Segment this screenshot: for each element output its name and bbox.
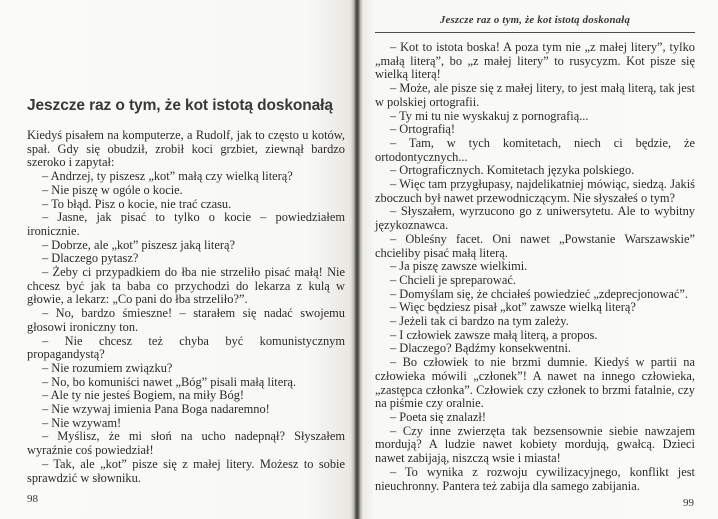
dialogue-paragraph: – Ortografią! <box>390 122 456 137</box>
running-header: Jeszcze raz o tym, że kot istotą doskonałą <box>439 14 631 26</box>
dialogue-paragraph: – Nie wzywam! <box>42 415 122 430</box>
dialogue-paragraph: – To błąd. Pisz o kocie, nie trać czasu. <box>42 196 232 211</box>
dialogue-paragraph: – Chcieli je spreparować. <box>390 272 516 287</box>
dialogue-paragraph: – No, bardzo śmieszne! – starałem się nadać swojemu głosowi ironiczny ton. <box>27 306 345 334</box>
dialogue-paragraph: – I człowiek zawsze małą literą, a propos. <box>390 327 598 342</box>
right-page-number: 99 <box>683 497 694 509</box>
dialogue-paragraph: – Ale ty nie jesteś Bogiem, na miły Bóg! <box>42 388 245 403</box>
dialogue-paragraph: – Ty mi tu nie wyskakuj z pornografią... <box>390 108 589 123</box>
right-page-text <box>375 41 695 493</box>
dialogue-paragraph: – Kot to istota boska! A poza tym nie „z małej litery”, tylko „małą literą”, bo „z małej litery” to rusycyzm. Kot pisze się wielką literą! <box>375 40 695 82</box>
dialogue-paragraph: – Czy inne zwierzęta tak bezsensownie siebie nawzajem mordują? A ludzie nawet kobiety mordują, gwałcą. Dzieci nawet zabijają, niszczą wsie i miasta! <box>375 423 695 466</box>
dialogue-paragraph: – Tak, ale „kot” pisze się z małej litery. Możesz to sobie sprawdzić w słowniku. <box>27 456 345 485</box>
book-gutter-shadow <box>349 0 364 519</box>
left-page-text <box>27 129 345 485</box>
dialogue-paragraph: – Nie piszę w ogóle o kocie. <box>42 182 183 197</box>
dialogue-paragraph: – Poeta się znalazł! <box>390 409 486 424</box>
dialogue-paragraph: – No, bo komuniści nawet „Bóg” pisali małą literą. <box>42 374 296 389</box>
dialogue-paragraph: – Andrzej, ty piszesz „kot” małą czy wielką literą? <box>42 169 293 184</box>
dialogue-paragraph: – Domyślam się, że chciałeś powiedzieć „zdeprecjonować”. <box>390 286 688 301</box>
chapter-title: Jeszcze raz o tym, że kot istotą doskonałą <box>27 97 333 114</box>
page-header <box>375 10 695 33</box>
dialogue-paragraph: – Bo człowiek to nie brzmi dumnie. Kiedyś w partii na człowieka mówili „członek”! A nawet na innego człowieka, „zastępca członka”. Człowiek czy członek to brzmi fatalnie, czy na piśmie czy oralnie. <box>375 355 695 411</box>
dialogue-paragraph: – Dobrze, ale „kot” piszesz jaką literą? <box>42 237 235 252</box>
dialogue-paragraph: – Ja piszę zawsze wielkimi. <box>390 259 528 274</box>
dialogue-paragraph: Kiedyś pisałem na komputerze, a Rudolf, jak to często u kotów, spał. Gdy się obudził, zrobił koci grzbiet, ziewnął bardzo szeroko i zapytał: <box>27 128 345 170</box>
dialogue-paragraph: – Jeżeli tak ci bardzo na tym zależy. <box>390 314 569 329</box>
dialogue-paragraph: – To wynika z rozwoju cywilizacyjnego, konflikt jest nieuchronny. Pantera też zabija dla samego zabijania. <box>375 464 695 493</box>
dialogue-paragraph: – Więc będziesz pisał „kot” zawsze wielką literą? <box>390 300 636 315</box>
left-page <box>0 0 350 519</box>
dialogue-paragraph: – Tam, w tych komitetach, niech ci będzie, że ortodontycznych... <box>375 135 695 164</box>
dialogue-paragraph: – Dlaczego? Bądźmy konsekwentni. <box>390 341 571 356</box>
dialogue-paragraph: – Myślisz, że mi słoń na ucho nadepnął? Słyszałem wyraźnie coś powiedział! <box>27 429 345 458</box>
dialogue-paragraph: – Nie chcesz też chyba być komunistycznym propagandystą? <box>27 333 345 362</box>
dialogue-paragraph: – Słyszałem, wyrzucono go z uniwersytetu. Ale to wybitny językoznawca. <box>375 204 695 233</box>
dialogue-paragraph: – Więc tam przygłupasy, najdelikatniej mówiąc, siedzą. Jakiś zboczuch był nawet przewodniczącym. Nie słyszałeś o tym? <box>375 177 695 205</box>
dialogue-paragraph: – Nie rozumiem związku? <box>42 360 173 375</box>
right-page <box>364 0 718 519</box>
dialogue-paragraph: – Nie wzywaj imienia Pana Boga nadaremno! <box>42 402 270 417</box>
dialogue-paragraph: – Może, ale pisze się z małej litery, to jest małą literą, tak jest w polskiej ortografii. <box>375 81 695 109</box>
dialogue-paragraph: – Obleśny facet. Oni nawet „Powstanie Warszawskie” chcieliby pisać małą literą. <box>375 231 695 260</box>
dialogue-paragraph: – Jasne, jak pisać to tylko o kocie – powiedziałem ironicznie. <box>27 210 345 238</box>
dialogue-paragraph: – Ortograficznych. Komitetach języka polskiego. <box>390 163 635 178</box>
dialogue-paragraph: – Żeby ci przypadkiem do łba nie strzeliło pisać małą! Nie chcesz być jak ta baba co przychodzi do lekarza z kulą w głowie, a lekarz: „Co pani do łba strzeliło?”. <box>27 265 345 307</box>
dialogue-paragraph: – Dlaczego pytasz? <box>42 251 139 266</box>
left-page-number: 98 <box>27 493 38 505</box>
